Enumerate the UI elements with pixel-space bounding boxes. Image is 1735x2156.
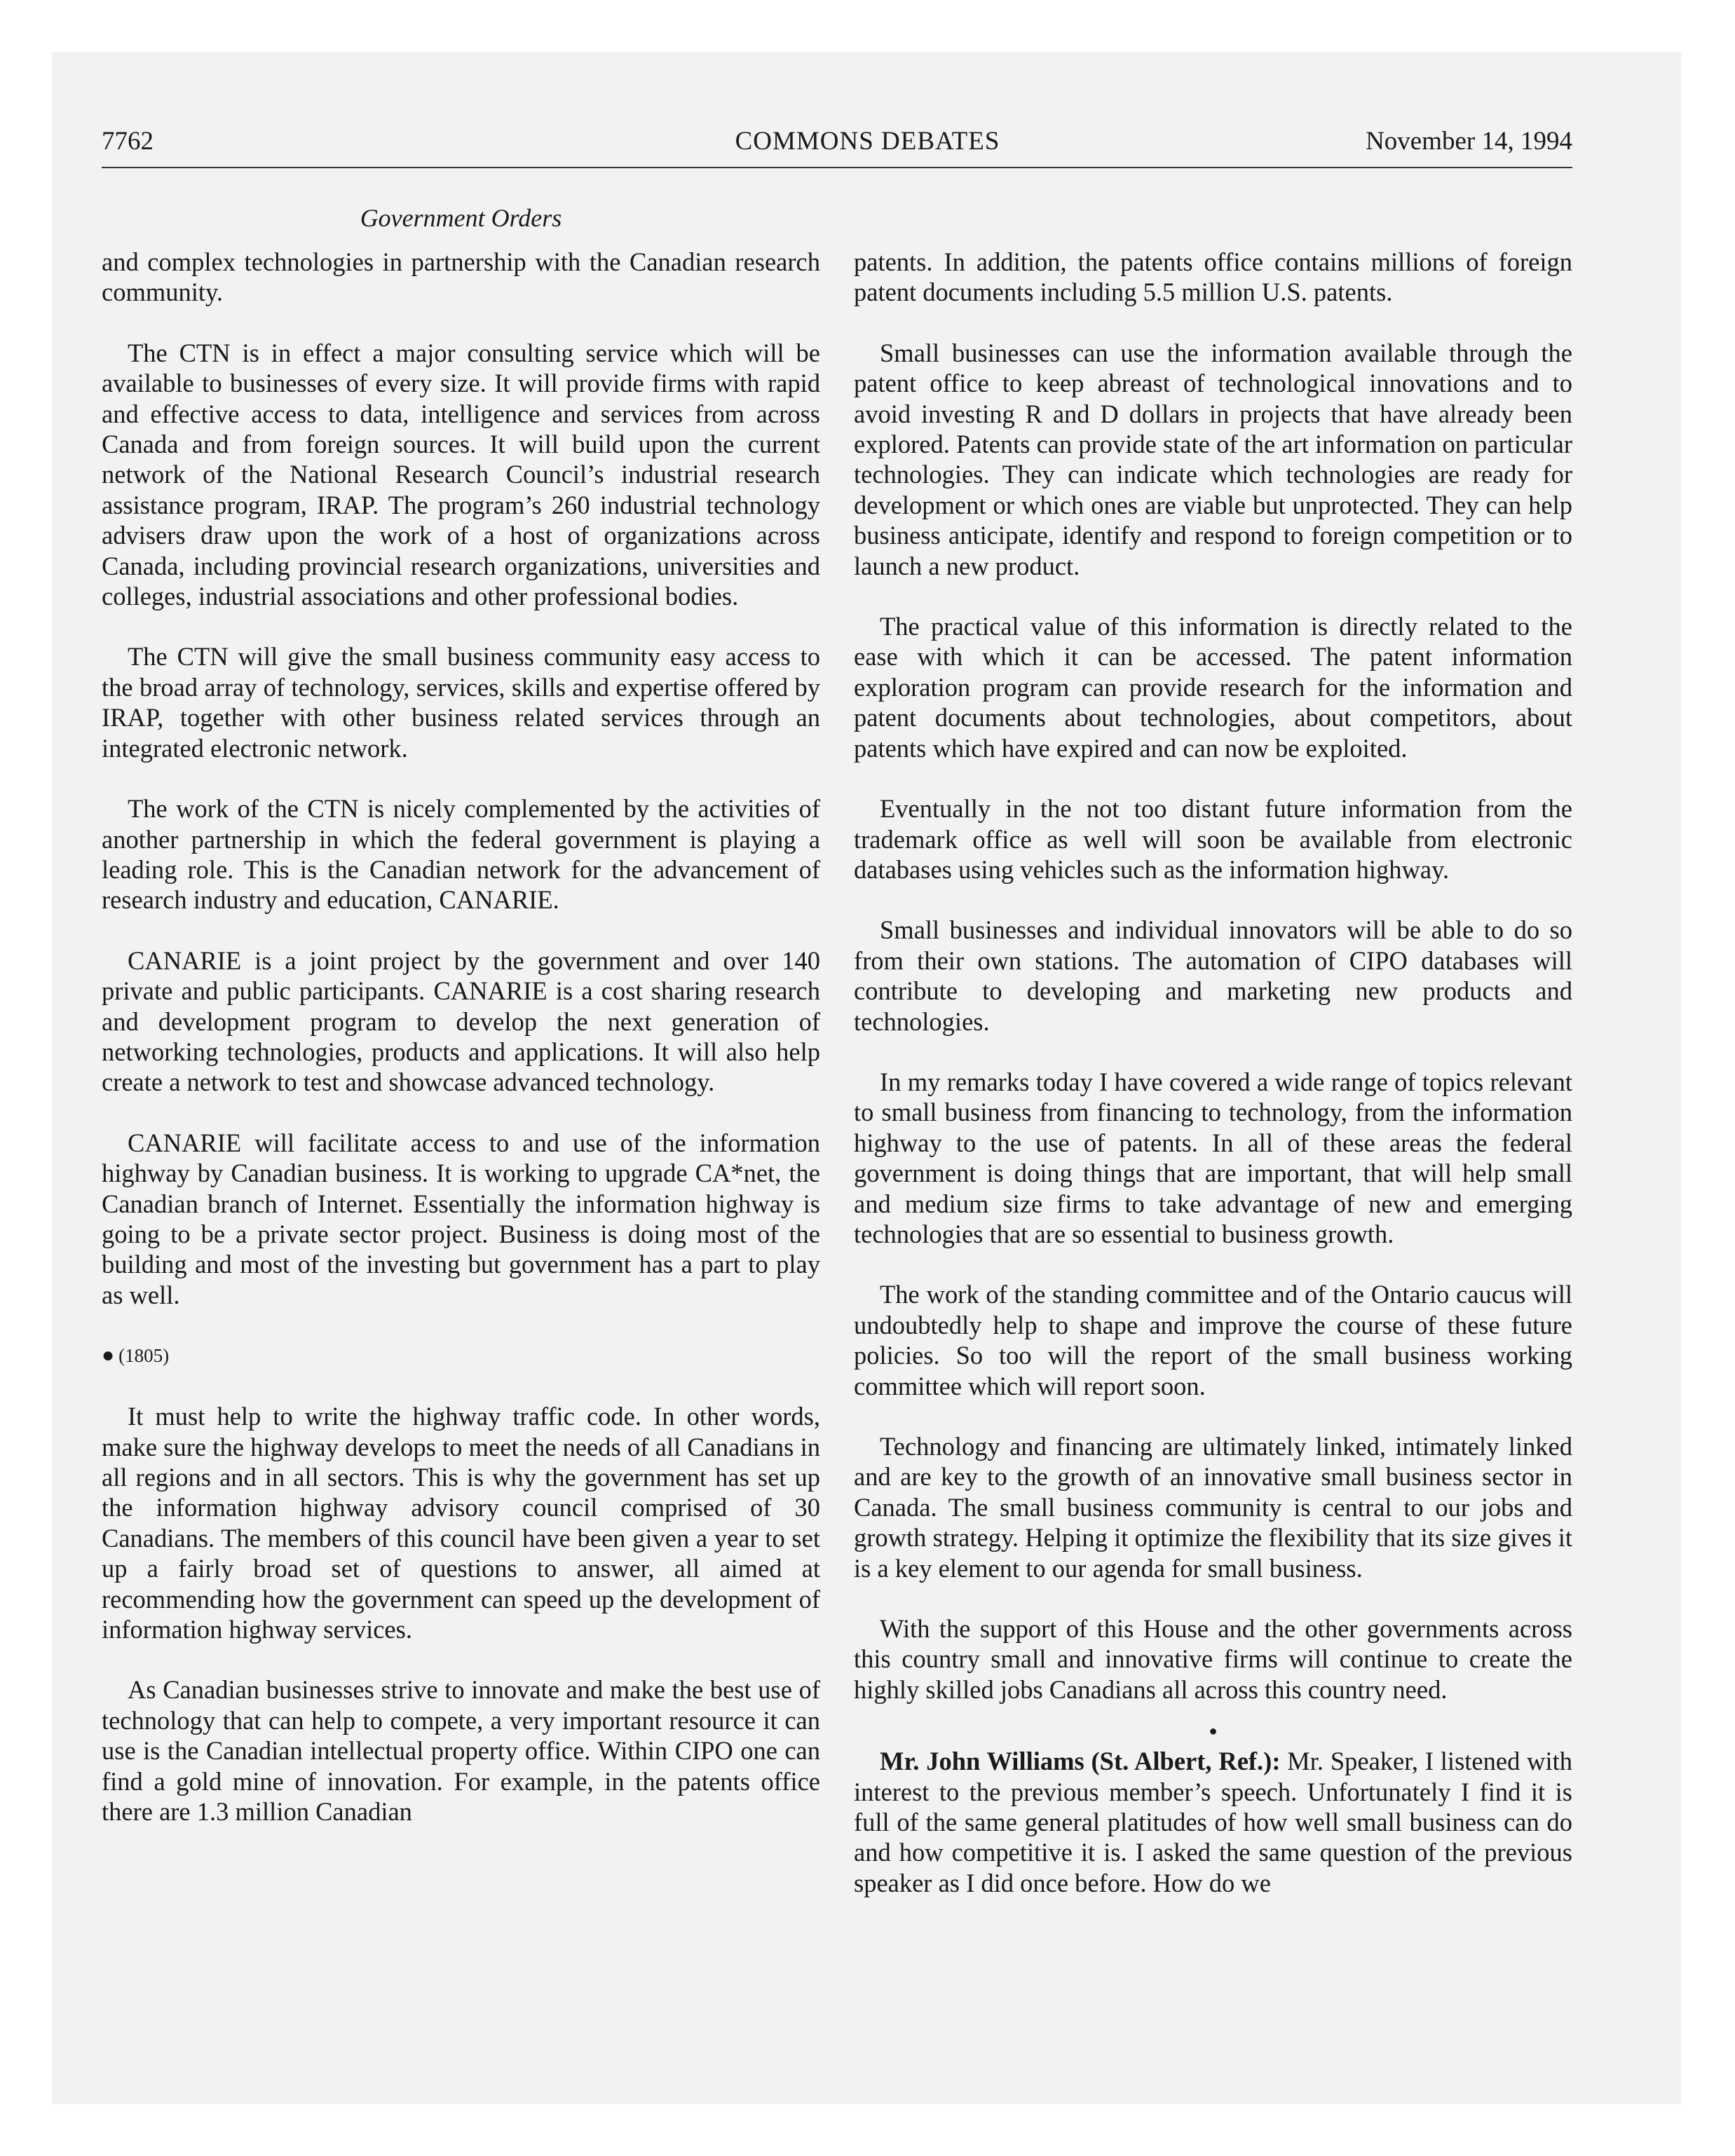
header-rule [102, 167, 1572, 168]
right-column [854, 247, 1572, 1928]
paragraph: Technology and financing are ultimately linked, intimately linked and are key to the growth of an innovative small business sector in Canada. The small business community is central to our jobs and growth strategy. Helping it optimize the flexibility that its size gives it is a key element to our agenda for small business. [854, 1432, 1572, 1583]
paragraph: The CTN will give the small business community easy access to the broad array of technology, services, skills and expertise offered by IRAP, together with other business related services through an integrated electronic network. [102, 642, 820, 763]
paragraph: It must help to write the highway traffic code. In other words, make sure the highway develops to meet the needs of all Canadians in all regions and in all sectors. This is why the government has set up the information highway advisory council comprised of 30 Canadians. The members of this council have been given a year to set up a fairly broad set of questions to answer, all aimed at recommending how the government can speed up the development of information highway services. [102, 1402, 820, 1644]
publication-title: COMMONS DEBATES [735, 127, 1000, 156]
publication-date: November 14, 1994 [1366, 127, 1572, 156]
paragraph: The work of the CTN is nicely complemented by the activities of another partnership in which the federal government is playing a leading role. This is the Canadian network for the advancement of research industry and education, CANARIE. [102, 794, 820, 915]
paragraph: CANARIE is a joint project by the government and over 140 private and public participants. CANARIE is a cost sharing research and development program to develop the next generation of networking technologies, products and applications. It will also help create a network to test and showcase advanced technology. [102, 946, 820, 1097]
paragraph: and complex technologies in partnership with the Canadian research community. [102, 247, 820, 307]
section-title: Government Orders [360, 204, 562, 232]
paragraph: In my remarks today I have covered a wide range of topics relevant to small business from financing to technology, from the information highway to the use of patents. In all of these areas the federal government is doing things that are important, that will help small and medium size firms to take advantage of new and emerging technologies that are so essential to business growth. [854, 1067, 1572, 1248]
paragraph: patents. In addition, the patents office contains millions of foreign patent documents including 5.5 million U.S. patents. [854, 247, 1572, 307]
bullet-icon: ● [102, 1344, 115, 1367]
paragraph: Small businesses can use the information available through the patent office to keep abreast of technological innovations and to avoid investing R and D dollars in projects that have already been explored. Patents can provide state of the art information on particular technologies. They can indicate which technologies are ready for development or which ones are viable but unprotected. They can help business anticipate, identify and respond to foreign competition or to launch a new product. [854, 338, 1572, 580]
speaker-name: Mr. John Williams (St. Albert, Ref.): [880, 1747, 1281, 1776]
left-column [102, 247, 820, 1857]
speaker-paragraph [854, 1746, 1572, 1898]
page-number: 7762 [102, 127, 154, 156]
paragraph: The work of the standing committee and of the Ontario caucus will undoubtedly help to shape and improve the course of these future policies. So too will the report of the small business working committee which will report soon. [854, 1280, 1572, 1400]
paragraph: CANARIE will facilitate access to and use of the information highway by Canadian business. It is working to upgrade CA*net, the Canadian branch of Internet. Essentially the information highway is going to be a private sector project. Business is doing most of the building and most of the investing but government has a part to play as well. [102, 1128, 820, 1309]
time-marker-text: (1805) [118, 1345, 170, 1367]
speech-text: Mr. Speaker, I listened with interest to the previous member’s speech. Unfortunately I find it is full of the same general platitudes of how well small business can do and how competitive it is. I asked the same question of the previous speaker as I did once before. How do we [854, 1747, 1573, 1897]
paragraph: Eventually in the not too distant future information from the trademark office as well will soon be available from electronic databases using vehicles such as the information highway. [854, 794, 1572, 884]
separator-dot-icon: ● [1209, 1724, 1218, 1740]
time-marker [102, 1340, 820, 1371]
paragraph: With the support of this House and the other governments across this country small and innovative firms will continue to create the highly skilled jobs Canadians all across this country need. [854, 1614, 1572, 1704]
paragraph: As Canadian businesses strive to innovate and make the best use of technology that can help to compete, a very important resource it can use is the Canadian intellectual property office. Within CIPO one can find a gold mine of innovation. For example, in the patents office there are 1.3 million Canadian [102, 1675, 820, 1827]
paragraph: Small businesses and individual innovators will be able to do so from their own stations. The automation of CIPO databases will contribute to developing and marketing new products and technologies. [854, 915, 1572, 1036]
paragraph: The CTN is in effect a major consulting service which will be available to businesses of every size. It will provide firms with rapid and effective access to data, intelligence and services from across Canada and from foreign sources. It will build upon the current network of the National Research Council’s industrial research assistance program, IRAP. The program’s 260 industrial technology advisers draw upon the work of a host of organizations across Canada, including provincial research organizations, universities and colleges, industrial associations and other professional bodies. [102, 338, 820, 611]
paragraph: The practical value of this information is directly related to the ease with which it can be accessed. The patent information exploration program can provide research for the information and patent documents about technologies, about competitors, about patents which have expired and can now be exploited. [854, 612, 1572, 763]
